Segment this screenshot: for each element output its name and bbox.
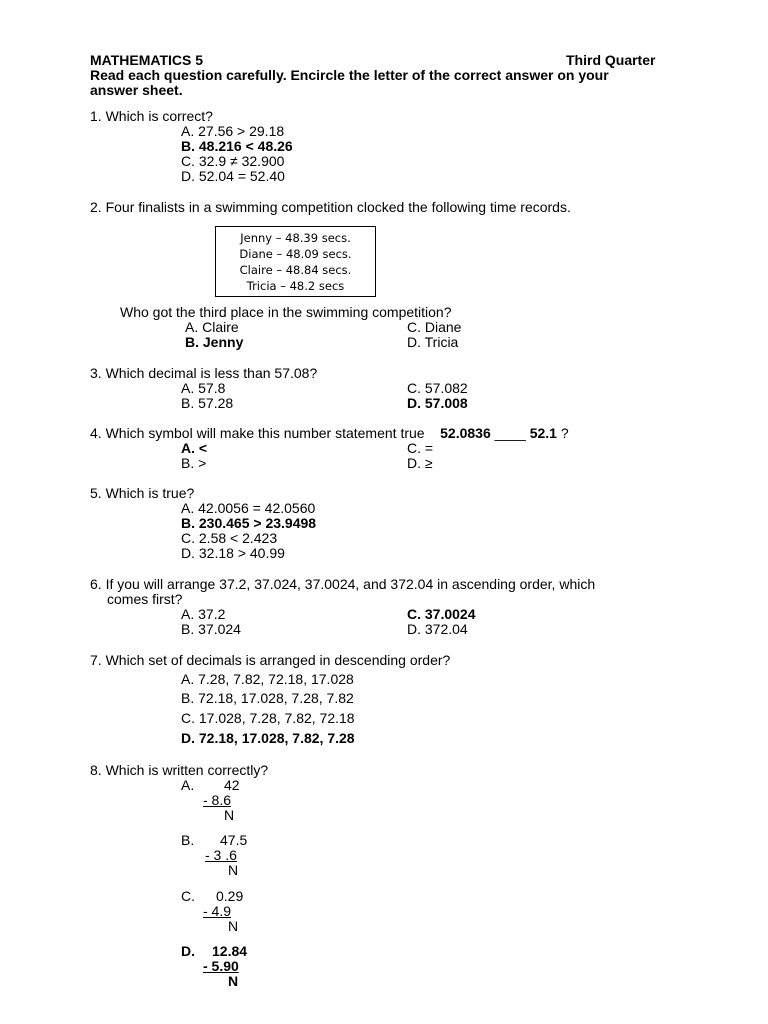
q8-option-b-result: N (228, 862, 239, 878)
q7-option-b: B. 72.18, 17.028, 7.28, 7.82 (181, 690, 354, 706)
q8-option-d-result: N (228, 973, 239, 989)
q8-option-d-bottom: - 5.90 (203, 958, 239, 974)
q8-option-d-top: 12.84 (212, 943, 248, 959)
q8-option-d-label: D. (181, 943, 195, 959)
q1-option-a: A. 27.56 > 29.18 (181, 123, 285, 139)
q3-option-c: C. 57.082 (407, 380, 468, 396)
q4-blank: ____ (494, 425, 526, 441)
q2-option-c: C. Diane (407, 319, 462, 335)
q4-option-c: C. = (407, 440, 434, 456)
q2-option-d: D. Tricia (407, 334, 459, 350)
record-tricia: Tricia – 48.2 secs (246, 279, 345, 293)
q8-option-a-label: A. (181, 777, 195, 793)
q8-option-c-result: N (228, 918, 239, 934)
instructions-line-2: answer sheet. (90, 82, 183, 98)
q3-question: 3. Which decimal is less than 57.08? (90, 365, 318, 381)
quarter-label: Third Quarter (566, 52, 656, 68)
q1-option-d: D. 52.04 = 52.40 (181, 168, 285, 184)
q8-option-b-bottom: - 3 .6 (205, 847, 237, 863)
q8-option-a-result: N (224, 807, 235, 823)
q8-option-c-bottom: - 4.9 (203, 903, 232, 919)
record-jenny: Jenny – 48.39 secs. (240, 231, 351, 245)
q8-option-b-label: B. (181, 832, 195, 848)
q6-option-d: D. 372.04 (407, 621, 468, 637)
q6-option-a: A. 37.2 (181, 606, 226, 622)
q4-question-mark: ? (560, 425, 569, 441)
q2-subquestion: Who got the third place in the swimming competition? (120, 304, 452, 320)
q4-question-text: 4. Which symbol will make this number statement true (90, 425, 425, 441)
q2-option-b: B. Jenny (185, 334, 244, 350)
q1-option-b: B. 48.216 < 48.26 (181, 138, 293, 154)
q6-option-c: C. 37.0024 (407, 606, 476, 622)
q5-option-c: C. 2.58 < 2.423 (181, 530, 278, 546)
q7-question: 7. Which set of decimals is arranged in descending order? (90, 652, 451, 668)
q5-option-a: A. 42.0056 = 42.0560 (181, 500, 316, 516)
q4-left-number: 52.0836 (440, 425, 491, 441)
q5-option-b: B. 230.465 > 23.9498 (181, 515, 317, 531)
q8-option-c-label: C. (181, 888, 195, 904)
record-claire: Claire – 48.84 secs. (239, 263, 352, 277)
q6-question-line-2: comes first? (107, 591, 183, 607)
q8-option-a-top: 42 (224, 777, 240, 793)
q4-option-a: A. < (181, 440, 208, 456)
subject-title: MATHEMATICS 5 (90, 52, 204, 68)
q6-question-line-1: 6. If you will arrange 37.2, 37.024, 37.0024, and 372.04 in ascending order, which (90, 576, 596, 592)
q2-option-a: A. Claire (185, 319, 239, 335)
q1-option-c: C. 32.9 ≠ 32.900 (181, 153, 285, 169)
q4-option-b: B. > (181, 455, 207, 471)
q4-right-number: 52.1 (529, 425, 557, 441)
q4-question (90, 426, 569, 441)
q2-question: 2. Four finalists in a swimming competition clocked the following time records. (90, 199, 571, 215)
record-diane: Diane – 48.09 secs. (239, 247, 352, 261)
q5-option-d: D. 32.18 > 40.99 (181, 545, 285, 561)
q7-option-c: C. 17.028, 7.28, 7.82, 72.18 (181, 710, 355, 726)
time-records-box (215, 226, 376, 297)
q8-option-a-bottom: - 8.6 (203, 792, 232, 808)
instructions-line-1: Read each question carefully. Encircle the letter of the correct answer on your (90, 67, 609, 83)
q6-option-b: B. 37.024 (181, 621, 241, 637)
q3-option-a: A. 57.8 (181, 380, 226, 396)
q7-option-a: A. 7.28, 7.82, 72.18, 17.028 (181, 671, 354, 687)
q3-option-b: B. 57.28 (181, 395, 234, 411)
q8-option-c-top: 0.29 (216, 888, 244, 904)
q1-question: 1. Which is correct? (90, 108, 213, 124)
q8-question: 8. Which is written correctly? (90, 762, 269, 778)
q3-option-d: D. 57.008 (407, 395, 468, 411)
q4-option-d: D. ≥ (407, 455, 433, 471)
q7-option-d: D. 72.18, 17.028, 7.82, 7.28 (181, 730, 355, 746)
q8-option-b-top: 47.5 (220, 832, 248, 848)
q5-question: 5. Which is true? (90, 485, 195, 501)
